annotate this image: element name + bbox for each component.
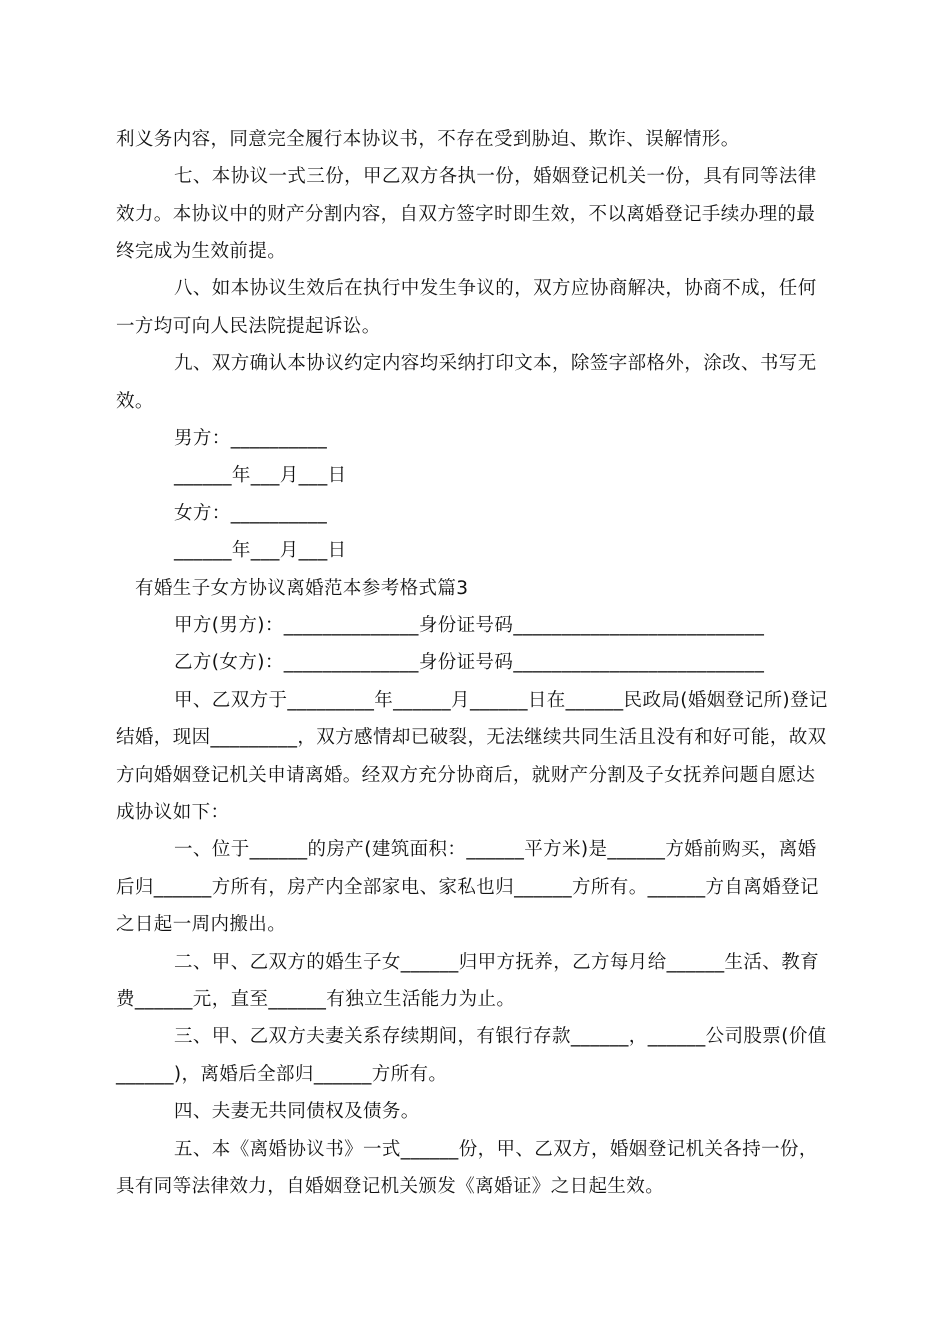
paragraph-line: 成协议如下：: [116, 802, 230, 823]
paragraph-line: 终完成为生效前提。: [116, 241, 287, 262]
paragraph-line: 之日起一周内搬出。: [116, 914, 287, 935]
clause-three-line: 三、甲、乙双方夫妻关系存续期间，有银行存款______，______公司股票(价值: [174, 1026, 827, 1047]
male-signature-line: 男方：__________: [174, 428, 328, 449]
female-date-line: ______年___月___日: [174, 540, 347, 561]
paragraph-line: 方向婚姻登记机关申请离婚。经双方充分协商后，就财产分割及子女抚养问题自愿达: [116, 765, 816, 786]
paragraph-line: ______)，离婚后全部归______方所有。: [116, 1064, 448, 1085]
paragraph-line: 后归______方所有，房产内全部家电、家私也归______方所有。______方自离婚登记: [116, 877, 819, 898]
male-date-line: ______年___月___日: [174, 465, 347, 486]
party-b-line: 乙方(女方)：______________身份证号码__________________________: [174, 652, 765, 673]
paragraph-line: 效。: [116, 391, 154, 412]
female-signature-line: 女方：__________: [174, 503, 328, 524]
paragraph-line: 一方均可向人民法院提起诉讼。: [116, 316, 381, 337]
clause-eight-line: 八、如本协议生效后在执行中发生争议的，双方应协商解决，协商不成，任何: [174, 278, 817, 299]
paragraph-line: 费______元，直至______有独立生活能力为止。: [116, 989, 516, 1010]
clause-nine-line: 九、双方确认本协议约定内容均采纳打印文本，除签字部格外，涂改、书写无: [174, 353, 817, 374]
paragraph-line: 效力。本协议中的财产分割内容，自双方签字时即生效，不以离婚登记手续办理的最: [116, 204, 816, 225]
party-a-line: 甲方(男方)：______________身份证号码__________________________: [174, 615, 765, 636]
section-heading: 有婚生子女方协议离婚范本参考格式篇3: [135, 578, 469, 599]
paragraph-line: 利义务内容，同意完全履行本协议书，不存在受到胁迫、欺诈、误解情形。: [116, 129, 740, 150]
paragraph-line: 结婚，现因_________，双方感情却已破裂，无法继续共同生活且没有和好可能，故双: [116, 727, 827, 748]
clause-five-line: 五、本《离婚协议书》一式______份，甲、乙双方，婚姻登记机关各持一份，: [174, 1139, 818, 1160]
clause-one-line: 一、位于______的房产(建筑面积：______平方米)是______方婚前购买，离婚: [174, 839, 817, 860]
paragraph-line: 具有同等法律效力，自婚姻登记机关颁发《离婚证》之日起生效。: [116, 1176, 665, 1197]
clause-two-line: 二、甲、乙双方的婚生子女______归甲方抚养，乙方每月给______生活、教育: [174, 952, 820, 973]
clause-four-line: 四、夫妻无共同债权及债务。: [174, 1101, 420, 1122]
clause-seven-line: 七、本协议一式三份，甲乙双方各执一份，婚姻登记机关一份，具有同等法律: [174, 166, 817, 187]
marriage-registration-line: 甲、乙双方于_________年______月______日在______民政局(婚姻登记所)登记: [174, 690, 828, 711]
